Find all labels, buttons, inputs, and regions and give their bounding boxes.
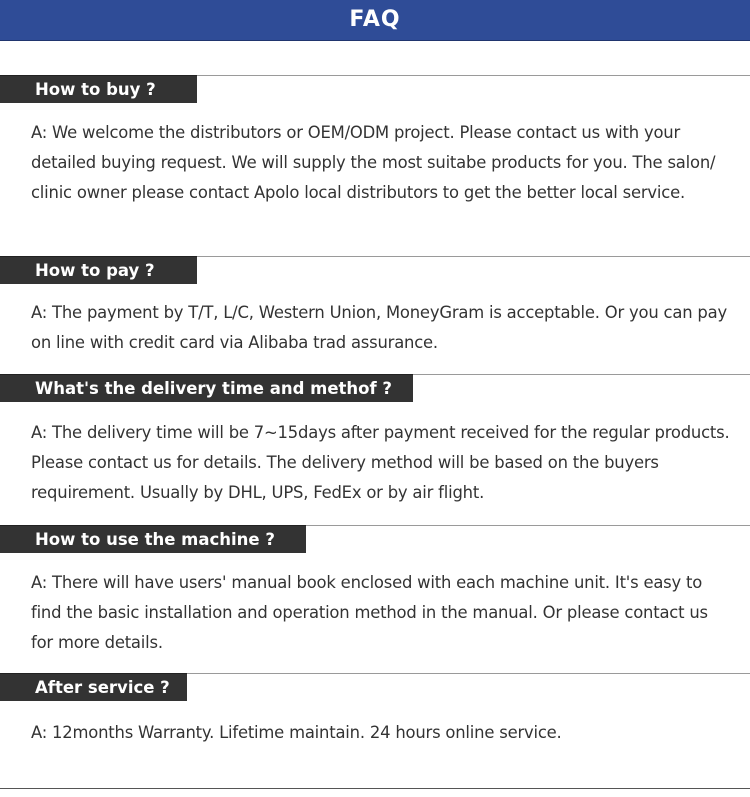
question-label: What's the delivery time and methof ? xyxy=(35,379,393,398)
question-label: How to use the machine ? xyxy=(35,530,275,549)
question-bar-after-service xyxy=(0,673,187,701)
question-bar-delivery-time xyxy=(0,374,413,402)
answer-text: A: The payment by T/T, L/C, Western Union, MoneyGram is acceptable. Or you can pay on line with credit card via Alibaba trad assurance. xyxy=(31,303,727,352)
question-bar-how-to-pay xyxy=(0,256,197,284)
answer-text: A: The delivery time will be 7~15days after payment received for the regular products. Please contact us for details. The delivery method will be based on the buyers requirement. Usually by DHL, UPS, FedEx or by air flight. xyxy=(31,423,730,502)
question-label: How to buy ? xyxy=(35,80,156,99)
question-bar-how-to-use xyxy=(0,525,306,553)
faq-header xyxy=(0,0,750,41)
bottom-divider xyxy=(0,788,750,789)
question-label: After service ? xyxy=(35,678,170,697)
page-title: FAQ xyxy=(349,7,401,32)
question-bar-how-to-buy xyxy=(0,75,197,103)
answer-text: A: 12months Warranty. Lifetime maintain. 24 hours online service. xyxy=(31,723,562,742)
question-label: How to pay ? xyxy=(35,261,155,280)
answer-text: A: We welcome the distributors or OEM/ODM project. Please contact us with your detailed buying request. We will supply the most suitabe products for you. The salon/ clinic owner please contact Apolo local distributors to get the better local service. xyxy=(31,123,716,202)
answer-text: A: There will have users' manual book enclosed with each machine unit. It's easy to find the basic installation and operation method in the manual. Or please contact us for more details. xyxy=(31,573,708,652)
